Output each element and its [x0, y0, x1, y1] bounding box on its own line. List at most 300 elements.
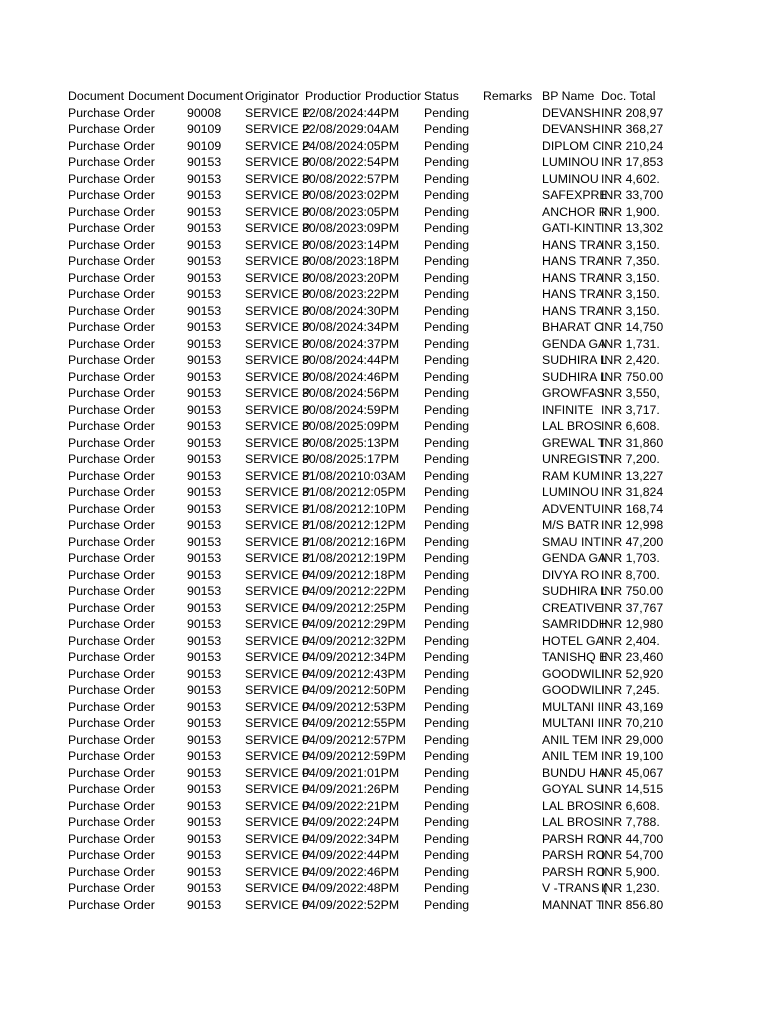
table-cell[interactable]: ANCHOR R [542, 204, 608, 219]
table-cell[interactable]: SERVICE P [245, 600, 311, 615]
table-cell[interactable]: 90153 [187, 782, 222, 796]
table-cell[interactable]: SERVICE P [245, 237, 311, 252]
table-cell[interactable]: Pending [424, 567, 470, 582]
table-cell[interactable]: Purchase Order [68, 716, 155, 730]
table-cell[interactable]: Purchase Order [68, 485, 155, 499]
table-cell[interactable]: SMAU INT [542, 534, 601, 549]
table-cell[interactable]: ANIL TEM [542, 732, 599, 747]
table-cell[interactable]: GOYAL SU [542, 782, 604, 796]
table-cell[interactable]: INR 1,731. [601, 336, 660, 351]
header-cell[interactable]: Productior [305, 89, 362, 103]
table-cell[interactable]: SERVICE P [245, 518, 311, 532]
table-cell[interactable]: Purchase Order [68, 864, 155, 879]
table-cell[interactable]: Pending [424, 534, 470, 549]
table-cell[interactable]: Purchase Order [68, 666, 155, 681]
table-cell[interactable]: 30/08/2023:22PM [302, 287, 400, 301]
table-cell[interactable]: INR 29,000 [601, 732, 664, 747]
table-cell[interactable]: 90153 [187, 633, 222, 648]
table-cell[interactable]: Pending [424, 617, 470, 631]
table-cell[interactable]: 04/09/20212:32PM [302, 633, 406, 648]
table-cell[interactable]: Pending [424, 848, 470, 862]
table-cell[interactable]: Pending [424, 188, 470, 202]
table-cell[interactable]: 90153 [187, 584, 222, 598]
table-cell[interactable]: 04/09/2021:26PM [302, 782, 400, 796]
table-cell[interactable]: 04/09/2022:48PM [302, 881, 400, 895]
table-cell[interactable]: 30/08/2022:54PM [302, 155, 400, 169]
table-cell[interactable]: INR 7,788. [601, 815, 660, 829]
table-cell[interactable]: INR 31,860 [601, 435, 664, 450]
table-cell[interactable]: Purchase Order [68, 699, 155, 714]
table-cell[interactable]: Purchase Order [68, 749, 155, 763]
table-cell[interactable]: Purchase Order [68, 171, 155, 186]
table-cell[interactable]: 90153 [187, 320, 222, 334]
table-cell[interactable]: INR 3,550, [601, 386, 660, 400]
table-cell[interactable]: Purchase Order [68, 435, 155, 450]
table-cell[interactable]: Pending [424, 815, 470, 829]
header-cell[interactable]: Productior [365, 89, 422, 103]
table-cell[interactable]: Pending [424, 155, 470, 169]
table-cell[interactable]: 90153 [187, 534, 222, 549]
table-cell[interactable]: Purchase Order [68, 237, 155, 252]
table-cell[interactable]: 04/09/2022:52PM [302, 897, 400, 912]
table-cell[interactable]: INR 37,767 [601, 600, 664, 615]
table-cell[interactable]: RAM KUM [542, 468, 601, 483]
table-cell[interactable]: 90153 [187, 749, 222, 763]
table-cell[interactable]: 30/08/2024:46PM [302, 369, 400, 384]
table-cell[interactable]: Purchase Order [68, 518, 155, 532]
table-cell[interactable]: SERVICE P [245, 171, 311, 186]
table-cell[interactable]: GOODWILI [542, 683, 605, 697]
table-cell[interactable]: Purchase Order [68, 831, 155, 846]
table-cell[interactable]: Pending [424, 798, 470, 813]
table-cell[interactable]: Purchase Order [68, 402, 155, 417]
table-cell[interactable]: 30/08/2023:05PM [302, 204, 400, 219]
table-cell[interactable]: HANS TRA [542, 287, 604, 301]
table-cell[interactable]: 04/09/20212:29PM [302, 617, 406, 631]
table-cell[interactable]: 04/09/20212:59PM [302, 749, 406, 763]
table-cell[interactable]: Pending [424, 881, 470, 895]
table-cell[interactable]: Pending [424, 402, 470, 417]
table-cell[interactable]: 90153 [187, 435, 222, 450]
table-cell[interactable]: INR 23,460 [601, 650, 664, 664]
table-cell[interactable]: Purchase Order [68, 188, 155, 202]
table-cell[interactable]: Purchase Order [68, 353, 155, 367]
table-cell[interactable]: 31/08/20212:19PM [302, 551, 406, 565]
table-cell[interactable]: GENDA GA [542, 551, 607, 565]
table-cell[interactable]: 90153 [187, 831, 222, 846]
table-cell[interactable]: SERVICE P [245, 666, 311, 681]
table-cell[interactable]: LUMINOU [542, 171, 599, 186]
table-cell[interactable]: 90153 [187, 221, 222, 235]
table-cell[interactable]: Purchase Order [68, 617, 155, 631]
table-cell[interactable]: Purchase Order [68, 567, 155, 582]
table-cell[interactable]: INR 14,750 [601, 320, 664, 334]
table-cell[interactable]: BHARAT C [542, 320, 604, 334]
table-cell[interactable]: 90109 [187, 122, 222, 136]
header-cell[interactable]: Originator [245, 89, 299, 103]
table-cell[interactable]: 04/09/20212:57PM [302, 732, 406, 747]
table-cell[interactable]: Purchase Order [68, 452, 155, 466]
table-cell[interactable]: SERVICE P [245, 584, 311, 598]
table-cell[interactable]: 90153 [187, 369, 222, 384]
table-cell[interactable]: Pending [424, 204, 470, 219]
table-cell[interactable]: LAL BROS [542, 798, 602, 813]
table-cell[interactable]: SUDHIRA L [542, 353, 607, 367]
table-cell[interactable]: Pending [424, 831, 470, 846]
table-cell[interactable]: INR 7,350. [601, 254, 660, 268]
table-cell[interactable]: 90153 [187, 419, 222, 433]
table-cell[interactable]: Pending [424, 138, 470, 153]
table-cell[interactable]: Pending [424, 419, 470, 433]
table-cell[interactable]: INR 4,602. [601, 171, 660, 186]
table-cell[interactable]: INR 168,74 [601, 501, 664, 516]
table-cell[interactable]: SERVICE P [245, 798, 311, 813]
table-cell[interactable]: Purchase Order [68, 782, 155, 796]
table-cell[interactable]: 30/08/2024:34PM [302, 320, 400, 334]
table-cell[interactable]: INR 43,169 [601, 699, 664, 714]
table-cell[interactable]: SERVICE P [245, 468, 311, 483]
table-cell[interactable]: Pending [424, 897, 470, 912]
table-cell[interactable]: INR 1,230. [601, 881, 660, 895]
table-cell[interactable]: DEVANSH [542, 122, 601, 136]
header-cell[interactable]: Doc. Total [601, 89, 656, 103]
table-cell[interactable]: INR 14,515 [601, 782, 664, 796]
table-cell[interactable]: 04/09/20212:55PM [302, 716, 406, 730]
table-cell[interactable]: INR 3,150. [601, 270, 660, 285]
table-cell[interactable]: SERVICE P [245, 897, 311, 912]
table-cell[interactable]: SERVICE P [245, 881, 311, 895]
table-cell[interactable]: GENDA GA [542, 336, 607, 351]
table-cell[interactable]: HOTEL GA [542, 633, 604, 648]
table-cell[interactable]: 30/08/2024:59PM [302, 402, 400, 417]
table-cell[interactable]: CREATIVE [542, 600, 603, 615]
table-cell[interactable]: Pending [424, 435, 470, 450]
table-cell[interactable]: Purchase Order [68, 138, 155, 153]
table-cell[interactable]: 30/08/2025:13PM [302, 435, 400, 450]
table-cell[interactable]: 90153 [187, 402, 222, 417]
table-cell[interactable]: Purchase Order [68, 881, 155, 895]
table-cell[interactable]: Purchase Order [68, 254, 155, 268]
table-cell[interactable]: 30/08/2023:09PM [302, 221, 400, 235]
table-cell[interactable]: 12/08/2024:44PM [302, 105, 400, 120]
table-cell[interactable]: MANNAT T [542, 897, 604, 912]
table-cell[interactable]: MULTANI I [542, 716, 601, 730]
table-cell[interactable]: 90153 [187, 617, 222, 631]
table-cell[interactable]: 30/08/2022:57PM [302, 171, 400, 186]
table-cell[interactable]: 04/09/2022:21PM [302, 798, 400, 813]
table-cell[interactable]: 90153 [187, 386, 222, 400]
table-cell[interactable]: TANISHQ E [542, 650, 608, 664]
table-cell[interactable]: SERVICE P [245, 336, 311, 351]
table-cell[interactable]: 04/09/2021:01PM [302, 765, 400, 780]
table-cell[interactable]: INR 19,100 [601, 749, 664, 763]
table-cell[interactable]: SERVICE P [245, 831, 311, 846]
table-cell[interactable]: SERVICE P [245, 353, 311, 367]
table-cell[interactable]: 22/08/2029:04AM [302, 122, 400, 136]
table-cell[interactable]: SERVICE P [245, 815, 311, 829]
table-cell[interactable]: 31/08/20212:10PM [302, 501, 406, 516]
table-cell[interactable]: Purchase Order [68, 650, 155, 664]
table-cell[interactable]: 90153 [187, 518, 222, 532]
table-cell[interactable]: SERVICE P [245, 683, 311, 697]
table-cell[interactable]: 04/09/20212:50PM [302, 683, 406, 697]
table-cell[interactable]: 90153 [187, 848, 222, 862]
table-cell[interactable]: SERVICE P [245, 567, 311, 582]
table-cell[interactable]: 90153 [187, 155, 222, 169]
table-cell[interactable]: SERVICE P [245, 749, 311, 763]
table-cell[interactable]: 90153 [187, 171, 222, 186]
table-cell[interactable]: SERVICE P [245, 782, 311, 796]
table-cell[interactable]: 90153 [187, 765, 222, 780]
table-cell[interactable]: SERVICE P [245, 270, 311, 285]
table-cell[interactable]: Purchase Order [68, 765, 155, 780]
table-cell[interactable]: Purchase Order [68, 105, 155, 120]
table-cell[interactable]: Purchase Order [68, 336, 155, 351]
table-cell[interactable]: INR 208,97 [601, 105, 664, 120]
table-cell[interactable]: 90153 [187, 270, 222, 285]
table-cell[interactable]: 30/08/2023:18PM [302, 254, 400, 268]
table-cell[interactable]: INR 31,824 [601, 485, 664, 499]
table-cell[interactable]: INR 70,210 [601, 716, 664, 730]
table-cell[interactable]: SERVICE P [245, 534, 311, 549]
table-cell[interactable]: HANS TRA [542, 303, 604, 318]
table-cell[interactable]: Pending [424, 716, 470, 730]
table-cell[interactable]: 90153 [187, 897, 222, 912]
table-cell[interactable]: Purchase Order [68, 501, 155, 516]
table-cell[interactable]: SERVICE P [245, 633, 311, 648]
table-cell[interactable]: SERVICE P [245, 303, 311, 318]
table-cell[interactable]: PARSH RO [542, 831, 606, 846]
table-cell[interactable]: 90153 [187, 468, 222, 483]
table-cell[interactable]: 90153 [187, 287, 222, 301]
table-cell[interactable]: 90153 [187, 666, 222, 681]
table-cell[interactable]: 90153 [187, 237, 222, 252]
table-cell[interactable]: INR 1,703. [601, 551, 660, 565]
table-cell[interactable]: LUMINOU [542, 485, 599, 499]
table-cell[interactable]: V -TRANS ( [542, 881, 607, 895]
table-cell[interactable]: INR 750.00 [601, 369, 664, 384]
table-cell[interactable]: INR 3,150. [601, 303, 660, 318]
table-cell[interactable]: Purchase Order [68, 287, 155, 301]
table-cell[interactable]: 90153 [187, 188, 222, 202]
table-cell[interactable]: GROWFAS [542, 386, 605, 400]
table-cell[interactable]: INR 13,302 [601, 221, 664, 235]
table-cell[interactable]: INR 6,608. [601, 419, 660, 433]
table-cell[interactable]: 04/09/20212:43PM [302, 666, 406, 681]
table-cell[interactable]: INR 1,900. [601, 204, 660, 219]
table-cell[interactable]: HANS TRA [542, 237, 604, 252]
table-cell[interactable]: Purchase Order [68, 815, 155, 829]
table-cell[interactable]: 31/08/20212:05PM [302, 485, 406, 499]
table-cell[interactable]: Purchase Order [68, 633, 155, 648]
table-cell[interactable]: Purchase Order [68, 204, 155, 219]
table-cell[interactable]: GOODWILI [542, 666, 605, 681]
table-cell[interactable]: Pending [424, 732, 470, 747]
table-cell[interactable]: INR 7,200. [601, 452, 660, 466]
table-cell[interactable]: Pending [424, 650, 470, 664]
table-cell[interactable]: Purchase Order [68, 320, 155, 334]
table-cell[interactable]: INR 3,150. [601, 237, 660, 252]
table-cell[interactable]: Pending [424, 320, 470, 334]
table-cell[interactable]: SERVICE P [245, 105, 311, 120]
table-cell[interactable]: Pending [424, 749, 470, 763]
table-cell[interactable]: 04/09/2022:44PM [302, 848, 400, 862]
table-cell[interactable]: Purchase Order [68, 600, 155, 615]
table-cell[interactable]: LAL BROS [542, 815, 602, 829]
table-cell[interactable]: Pending [424, 600, 470, 615]
table-cell[interactable]: LUMINOU [542, 155, 599, 169]
table-cell[interactable]: Purchase Order [68, 122, 155, 136]
table-cell[interactable]: Purchase Order [68, 270, 155, 285]
table-cell[interactable]: PARSH RO [542, 864, 606, 879]
table-cell[interactable]: 04/09/20212:53PM [302, 699, 406, 714]
table-cell[interactable]: SUDHIRA L [542, 584, 607, 598]
table-cell[interactable]: Pending [424, 452, 470, 466]
table-cell[interactable]: Purchase Order [68, 683, 155, 697]
table-cell[interactable]: 30/08/2024:37PM [302, 336, 400, 351]
table-cell[interactable]: ANIL TEM [542, 749, 599, 763]
table-cell[interactable]: DIPLOM C [542, 138, 602, 153]
table-cell[interactable]: SERVICE P [245, 122, 311, 136]
table-cell[interactable]: Pending [424, 303, 470, 318]
table-cell[interactable]: INR 2,404. [601, 633, 660, 648]
table-cell[interactable]: SERVICE P [245, 650, 311, 664]
table-cell[interactable]: Pending [424, 171, 470, 186]
table-cell[interactable]: INR 210,24 [601, 138, 664, 153]
table-cell[interactable]: 90153 [187, 353, 222, 367]
table-cell[interactable]: SAFEXPRE [542, 188, 608, 202]
table-cell[interactable]: 90153 [187, 452, 222, 466]
table-cell[interactable]: Pending [424, 666, 470, 681]
table-cell[interactable]: 31/08/20212:16PM [302, 534, 406, 549]
table-cell[interactable]: INR 856.80 [601, 897, 664, 912]
table-cell[interactable]: SERVICE P [245, 419, 311, 433]
table-cell[interactable]: Purchase Order [68, 551, 155, 565]
table-cell[interactable]: 90153 [187, 815, 222, 829]
table-cell[interactable]: INR 44,700 [601, 831, 664, 846]
table-cell[interactable]: 90153 [187, 501, 222, 516]
table-cell[interactable]: 04/09/20212:22PM [302, 584, 406, 598]
table-cell[interactable]: 24/08/2024:05PM [302, 138, 400, 153]
table-cell[interactable]: SERVICE P [245, 386, 311, 400]
table-cell[interactable]: Pending [424, 584, 470, 598]
table-cell[interactable]: 90153 [187, 732, 222, 747]
table-cell[interactable]: Purchase Order [68, 468, 155, 483]
table-cell[interactable]: Purchase Order [68, 584, 155, 598]
table-cell[interactable]: Pending [424, 287, 470, 301]
table-cell[interactable]: Pending [424, 254, 470, 268]
table-cell[interactable]: 30/08/2024:30PM [302, 303, 400, 318]
table-cell[interactable]: 90109 [187, 138, 222, 153]
table-cell[interactable]: 31/08/20210:03AM [302, 468, 406, 483]
table-cell[interactable]: GREWAL T [542, 435, 606, 450]
table-cell[interactable]: Purchase Order [68, 155, 155, 169]
table-cell[interactable]: SAMRIDDH [542, 617, 608, 631]
table-cell[interactable]: INR 2,420. [601, 353, 660, 367]
header-cell[interactable]: Remarks [483, 89, 533, 103]
table-cell[interactable]: Purchase Order [68, 419, 155, 433]
table-cell[interactable]: 04/09/20212:18PM [302, 567, 406, 582]
table-cell[interactable]: INR 13,227 [601, 468, 664, 483]
table-cell[interactable]: Purchase Order [68, 848, 155, 862]
table-cell[interactable]: INR 6,608. [601, 798, 660, 813]
table-cell[interactable]: INR 3,150. [601, 287, 660, 301]
table-cell[interactable]: SERVICE P [245, 155, 311, 169]
table-cell[interactable]: Pending [424, 386, 470, 400]
table-cell[interactable]: MULTANI I [542, 699, 601, 714]
header-cell[interactable]: BP Name [542, 89, 595, 103]
table-cell[interactable]: INR 45,067 [601, 765, 664, 780]
table-cell[interactable]: SERVICE P [245, 732, 311, 747]
table-cell[interactable]: INR 3,717. [601, 402, 660, 417]
table-cell[interactable]: 30/08/2023:02PM [302, 188, 400, 202]
table-cell[interactable]: PARSH RO [542, 848, 606, 862]
table-cell[interactable]: SUDHIRA L [542, 369, 607, 384]
header-cell[interactable]: Status [424, 89, 459, 103]
table-cell[interactable]: SERVICE P [245, 254, 311, 268]
table-cell[interactable]: Pending [424, 336, 470, 351]
table-cell[interactable]: Purchase Order [68, 732, 155, 747]
table-cell[interactable]: HANS TRA [542, 254, 604, 268]
table-cell[interactable]: BUNDU HA [542, 765, 607, 780]
table-cell[interactable]: INR 750.00 [601, 584, 664, 598]
table-cell[interactable]: Pending [424, 633, 470, 648]
table-cell[interactable]: SERVICE P [245, 369, 311, 384]
header-cell[interactable]: Document [187, 89, 244, 103]
table-cell[interactable]: UNREGIST [542, 452, 606, 466]
table-cell[interactable]: 90153 [187, 798, 222, 813]
table-cell[interactable]: 90153 [187, 303, 222, 318]
table-cell[interactable]: INR 47,200 [601, 534, 664, 549]
table-cell[interactable]: Purchase Order [68, 221, 155, 235]
table-cell[interactable]: Pending [424, 765, 470, 780]
table-cell[interactable]: Purchase Order [68, 386, 155, 400]
table-cell[interactable]: 04/09/2022:46PM [302, 864, 400, 879]
header-cell[interactable]: Document [68, 89, 125, 103]
table-cell[interactable]: INR 7,245. [601, 683, 660, 697]
table-cell[interactable]: Pending [424, 353, 470, 367]
table-cell[interactable]: 90153 [187, 716, 222, 730]
table-cell[interactable]: 30/08/2023:20PM [302, 270, 400, 285]
table-cell[interactable]: SERVICE P [245, 864, 311, 879]
table-cell[interactable]: SERVICE P [245, 204, 311, 219]
table-cell[interactable]: SERVICE P [245, 716, 311, 730]
table-cell[interactable]: SERVICE P [245, 551, 311, 565]
table-cell[interactable]: INR 5,900. [601, 864, 660, 879]
table-cell[interactable]: INR 33,700 [601, 188, 664, 202]
table-cell[interactable]: 30/08/2024:56PM [302, 386, 400, 400]
table-cell[interactable]: SERVICE P [245, 501, 311, 516]
table-cell[interactable]: INR 8,700. [601, 567, 660, 582]
table-cell[interactable]: INR 368,27 [601, 122, 664, 136]
table-cell[interactable]: Purchase Order [68, 369, 155, 384]
table-cell[interactable]: 90153 [187, 699, 222, 714]
table-cell[interactable]: 30/08/2024:44PM [302, 353, 400, 367]
table-cell[interactable]: 90153 [187, 650, 222, 664]
table-cell[interactable]: GATI-KINT [542, 221, 602, 235]
table-cell[interactable]: 04/09/2022:24PM [302, 815, 400, 829]
table-cell[interactable]: SERVICE P [245, 699, 311, 714]
table-cell[interactable]: 04/09/2022:34PM [302, 831, 400, 846]
table-cell[interactable]: 90153 [187, 600, 222, 615]
table-cell[interactable]: Pending [424, 683, 470, 697]
table-cell[interactable]: 90153 [187, 204, 222, 219]
table-cell[interactable]: HANS TRA [542, 270, 604, 285]
table-cell[interactable]: 90153 [187, 254, 222, 268]
table-cell[interactable]: Pending [424, 237, 470, 252]
table-cell[interactable]: SERVICE P [245, 402, 311, 417]
table-cell[interactable]: Pending [424, 501, 470, 516]
